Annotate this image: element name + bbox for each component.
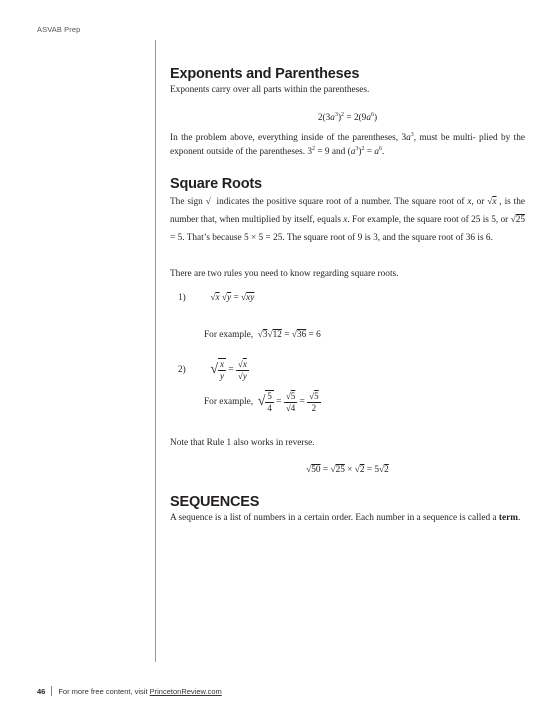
square-roots-para2: There are two rules you need to know regarding square roots.	[170, 269, 399, 279]
reverse-note: Note that Rule 1 also works in reverse.	[170, 438, 315, 448]
sequences-body	[170, 511, 525, 525]
rule-2: 2) √ $\frac{x}{y}$ = $\frac{√x}{√y}$	[178, 358, 247, 381]
rule-1: 1) √x √y = √xy	[178, 293, 255, 303]
square-roots-para1: The sign √ indicates the positive square root of a number. The square root of x, or √x , is the number that, when multiplied by itself, equals x. For example, the square root of 25 is 5, or √25 = 5. That’s because 5 × 5 = 25. The square root of 9 is 3, and the square root of 36 is 6.	[170, 197, 526, 243]
footer-link[interactable]: PrincetonReview.com	[149, 687, 222, 696]
term-word: term	[498, 513, 518, 523]
rule-1-example-prefix: For example,	[204, 330, 254, 340]
section-sequences	[170, 494, 525, 525]
margin-rule	[155, 40, 156, 662]
section-title-exponents: Exponents and Parentheses	[170, 66, 360, 82]
page-number: 46	[37, 687, 46, 696]
rule-1-example: For example, √3√12 = √36 = 6	[204, 330, 321, 340]
rule-2-example-prefix: For example,	[204, 397, 254, 407]
sequences-body-text: A sequence is a list of numbers in a certain order. Each number in a sequence is called a	[170, 513, 497, 523]
section-title-square-roots: Square Roots	[170, 176, 262, 192]
exponents-equation: $2(3a^3)^2 = 2(9a^6)$	[317, 112, 378, 123]
section-square-roots	[170, 176, 525, 193]
footer-text: For more free content, visit	[58, 687, 148, 696]
rule-1-label: 1)	[178, 293, 186, 303]
footer-divider	[51, 686, 52, 696]
section-title-sequences: SEQUENCES	[170, 494, 260, 510]
page-footer	[37, 686, 222, 696]
sequences-body-end: .	[517, 513, 521, 523]
reverse-equation: √50 = √25 × √2 = 5√2	[306, 465, 389, 475]
section-exponents	[170, 66, 525, 97]
rule-2-label: 2)	[178, 365, 186, 375]
rule-2-example: For example, √ $\frac{5}{4}$ = $\frac{√5}{√4}$ = $\frac{√5}{2}$	[204, 390, 319, 413]
running-header: ASVAB Prep	[37, 25, 81, 34]
exponents-intro: Exponents carry over all parts within the parentheses.	[170, 85, 370, 95]
exponents-body: In the problem above, everything inside of the parentheses, $3a^3$, must be multi- plied by the exponent outside of the parentheses. $3^2 = 9$ and $(a^3)^2 = a^6$.	[170, 132, 525, 157]
